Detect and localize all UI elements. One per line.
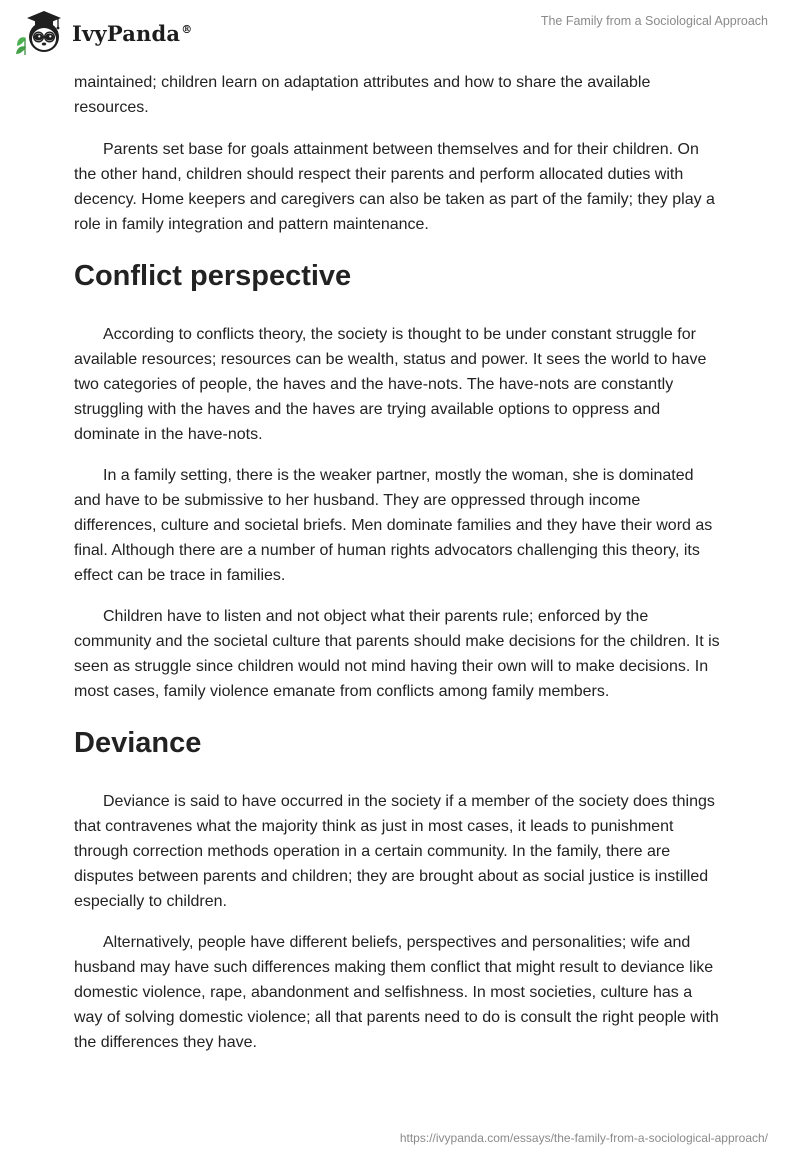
paragraph: According to conflicts theory, the society is thought to be under constant struggle for available resources; resources can be wealth, status and power. It sees the world to have two categories of people, the haves and the have-nots. The have-nots are constantly struggling with the haves and the haves are trying available options to oppress and dominate in the have-nots.: [74, 326, 707, 443]
page-header: [0, 0, 800, 64]
paragraph: Parents set base for goals attainment between themselves and for their children. On the other hand, children should respect their parents and perform allocated duties with decency. Home keepers and caregivers can also be taken as part of the family; they play a role in family integration and pattern maintenance.: [74, 141, 715, 233]
panda-graduate-icon: [14, 8, 66, 56]
paragraph: In a family setting, there is the weaker partner, mostly the woman, she is dominated and have to be submissive to her husband. They are oppressed through income differences, culture and societal briefs. Men dominate families and they have their word as final. Although there are a number of human rights advocators challenging this theory, its effect can be trace in families.: [74, 467, 713, 584]
paragraph: Alternatively, people have different beliefs, perspectives and personalities; wife and husband may have such differences making them conflict that might result to deviance like domestic violence, rape, abandonment and selfishness. In most societies, culture has a way of solving domestic violence; all that parents need to do is consult the right people with the differences they have.: [74, 934, 719, 1051]
article-body: [74, 70, 724, 1071]
document-title: The Family from a Sociological Approach: [540, 14, 768, 28]
paragraph: maintained; children learn on adaptation attributes and how to share the available resources.: [74, 74, 651, 116]
ivypanda-logo[interactable]: [14, 8, 192, 56]
registered-mark: ®: [181, 22, 193, 36]
paragraph: Deviance is said to have occurred in the society if a member of the society does things that contravenes what the majority think as just in most cases, it leads to punishment through correction methods operation in a certain community. In the family, there are disputes between parents and children; they are brought about as social justice is instilled especially to children.: [74, 793, 715, 910]
source-url-link[interactable]: https://ivypanda.com/essays/the-family-from-a-sociological-approach/: [399, 1131, 768, 1145]
paragraph: Children have to listen and not object what their parents rule; enforced by the community and the societal culture that parents should make decisions for the children. It is seen as struggle since children would not mind having their own will to make decisions. In most cases, family violence emanate from conflicts among family members.: [74, 608, 720, 700]
section-heading-deviance: Deviance: [74, 727, 202, 759]
logo-wordmark: IvyPanda®: [72, 20, 193, 46]
section-heading-conflict-perspective: Conflict perspective: [74, 260, 352, 292]
